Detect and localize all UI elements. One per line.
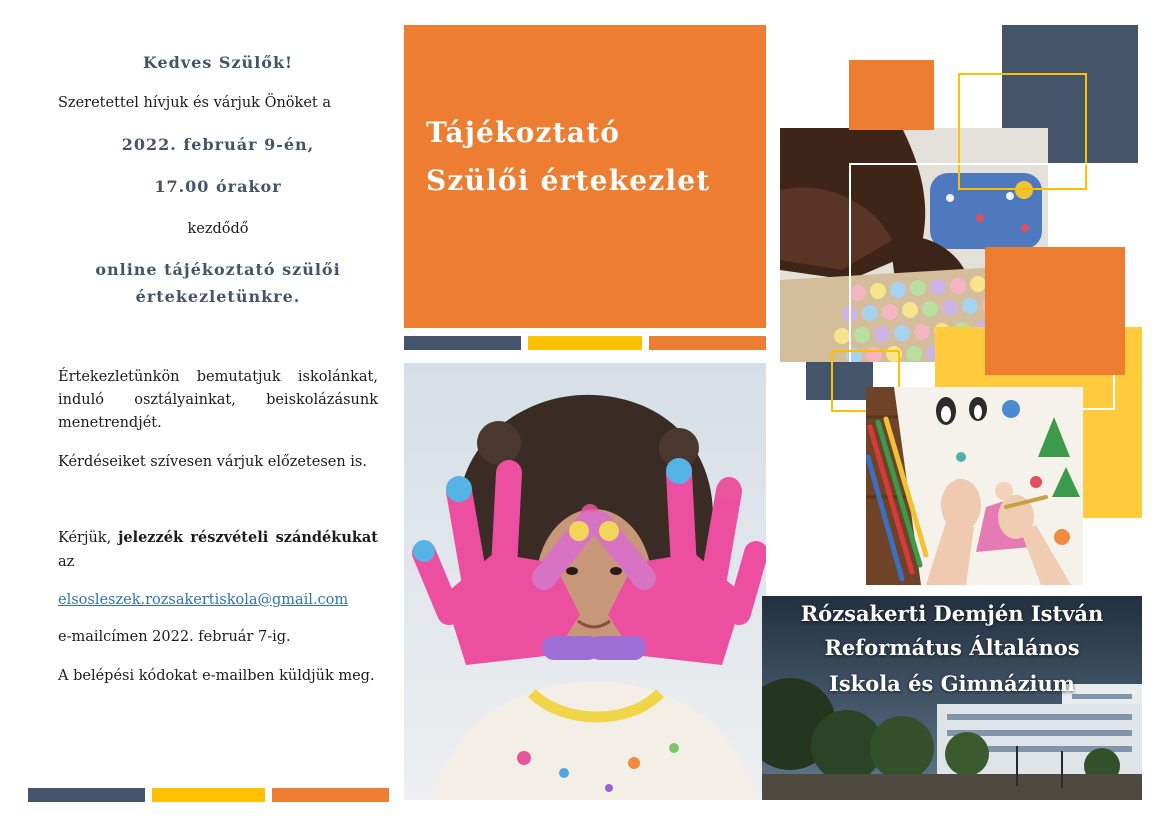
event-title-line1: online tájékoztató szülői xyxy=(95,260,341,279)
bar-yellow-bottom xyxy=(152,788,265,802)
children-drawing-photo xyxy=(866,387,1083,585)
school-name-line2: Református Általános xyxy=(824,635,1080,660)
event-title-line2: értekezletünkre. xyxy=(135,287,301,306)
meeting-date: 2022. február 9-én, xyxy=(121,135,315,154)
child-painted-hands-photo xyxy=(404,363,766,800)
email-deadline: e-mailcímen 2022. február 7-ig. xyxy=(58,629,291,645)
rsvp-emphasis: jelezzék részvételi szándékukat xyxy=(118,529,378,546)
banner-title-line1: Tájékoztató xyxy=(426,116,621,149)
bar-orange-bottom xyxy=(272,788,389,802)
meeting-time: 17.00 órakor xyxy=(154,177,282,196)
greeting: Kedves Szülők! xyxy=(142,53,294,72)
questions-paragraph: Kérdéseiket szívesen várjuk előzetesen is. xyxy=(58,454,367,470)
bar-slate-bottom xyxy=(28,788,145,802)
invite-text: Szeretettel hívjuk és várjuk Önöket a xyxy=(58,95,331,111)
rsvp-lead: Kérjük, xyxy=(58,530,112,546)
school-building-photo xyxy=(762,596,1142,800)
rsvp-tail: az xyxy=(58,554,75,570)
school-name-line1: Rózsakerti Demjén István xyxy=(800,601,1104,626)
orange-square-medium xyxy=(985,247,1125,375)
email-line xyxy=(58,589,378,612)
bar-orange-middle xyxy=(649,336,766,350)
email-link[interactable]: elsosleszek.rozsakertiskola@gmail.com xyxy=(58,592,349,608)
bar-yellow-middle xyxy=(528,336,642,350)
left-column xyxy=(58,0,378,827)
access-codes-paragraph: A belépési kódokat e-mailben küldjük meg. xyxy=(58,668,375,684)
starting-text: kezdődő xyxy=(187,221,249,237)
orange-square-small xyxy=(849,60,934,130)
title-banner xyxy=(404,25,766,328)
rsvp-paragraph xyxy=(58,526,378,574)
bar-slate-middle xyxy=(404,336,521,350)
program-paragraph: Értekezletünkön bemutatjuk iskolánkat, induló osztályainkat, beiskolázásunk menetrendjét. xyxy=(58,369,378,431)
banner-title-line2: Szülői értekezlet xyxy=(426,164,711,197)
school-name-line3: Iskola és Gimnázium xyxy=(829,671,1075,696)
